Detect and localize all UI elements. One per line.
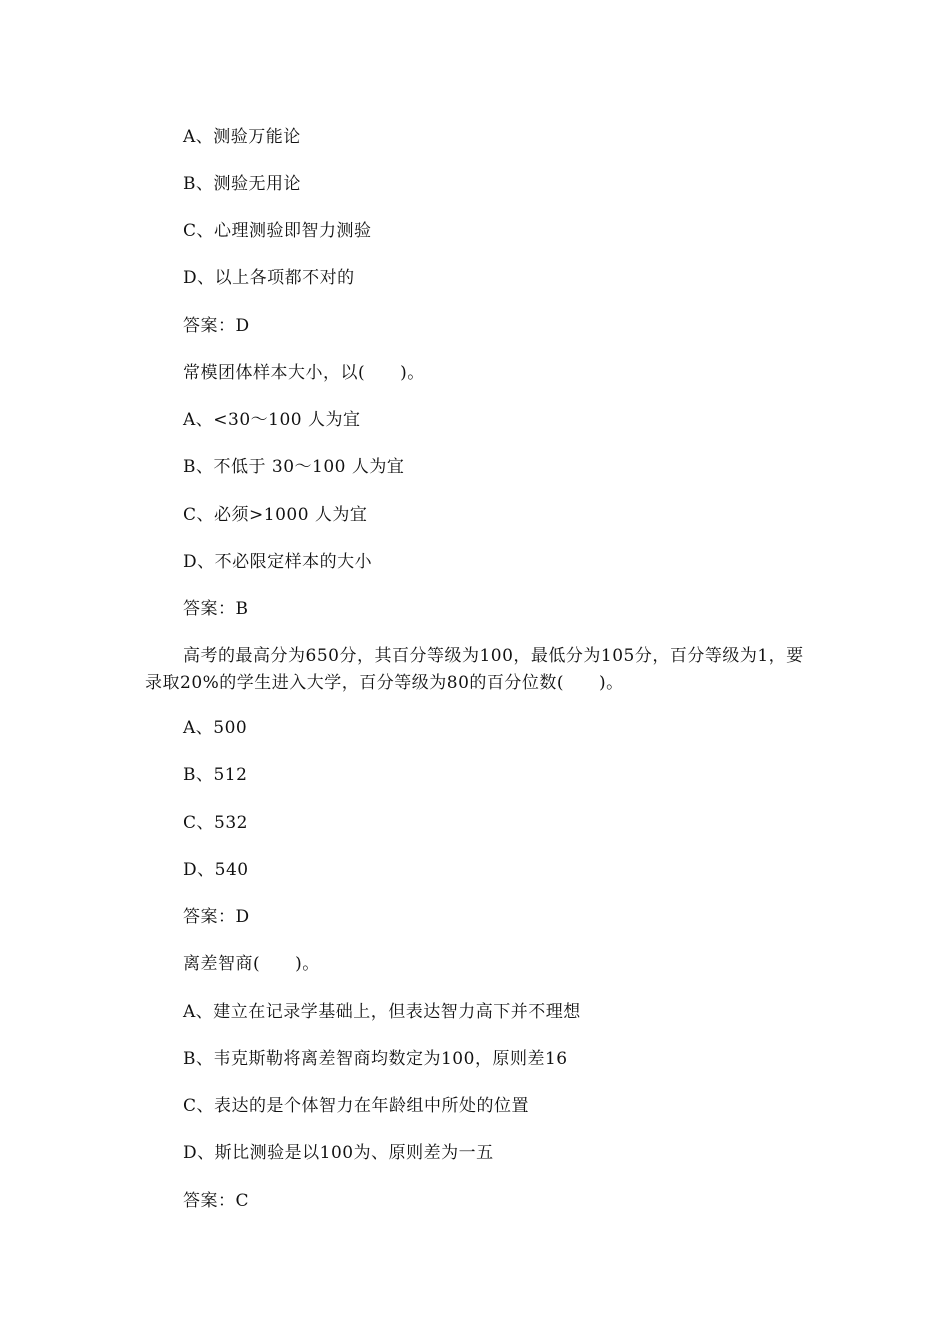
option-a-q1: A、测验万能论 <box>183 127 301 147</box>
question-q4: 离差智商( )。 <box>183 954 320 974</box>
answer-q3: 答案：D <box>183 907 250 927</box>
option-d-q3: D、540 <box>183 860 249 880</box>
question-q3: 高考的最高分为650分，其百分等级为100，最低分为105分，百分等级为1，要录取20%的学生进入大学，百分等级为80的百分位数( )。 <box>145 646 804 693</box>
answer-q4: 答案：C <box>183 1191 250 1211</box>
option-d-q4: D、斯比测验是以100为、原则差为一五 <box>183 1143 494 1163</box>
option-b-q4: B、韦克斯勒将离差智商均数定为100，原则差16 <box>183 1049 568 1069</box>
option-b-q3: B、512 <box>183 765 248 785</box>
option-d-q2: D、不必限定样本的大小 <box>183 552 373 572</box>
option-b-q2: B、不低于 30～100 人为宜 <box>183 457 405 477</box>
option-c-q4: C、表达的是个体智力在年龄组中所处的位置 <box>183 1096 530 1116</box>
question-q2: 常模团体样本大小，以( )。 <box>183 363 425 383</box>
answer-q2: 答案：B <box>183 599 249 619</box>
option-d-q1: D、以上各项都不对的 <box>183 268 355 288</box>
option-a-q2: A、<30～100 人为宜 <box>183 410 361 430</box>
option-c-q2: C、必须>1000 人为宜 <box>183 505 368 525</box>
option-b-q1: B、测验无用论 <box>183 174 301 194</box>
option-c-q3: C、532 <box>183 813 248 833</box>
answer-q1: 答案：D <box>183 316 250 336</box>
option-c-q1: C、心理测验即智力测验 <box>183 221 372 241</box>
option-a-q4: A、建立在记录学基础上，但表达智力高下并不理想 <box>183 1002 581 1022</box>
option-a-q3: A、500 <box>183 718 248 738</box>
